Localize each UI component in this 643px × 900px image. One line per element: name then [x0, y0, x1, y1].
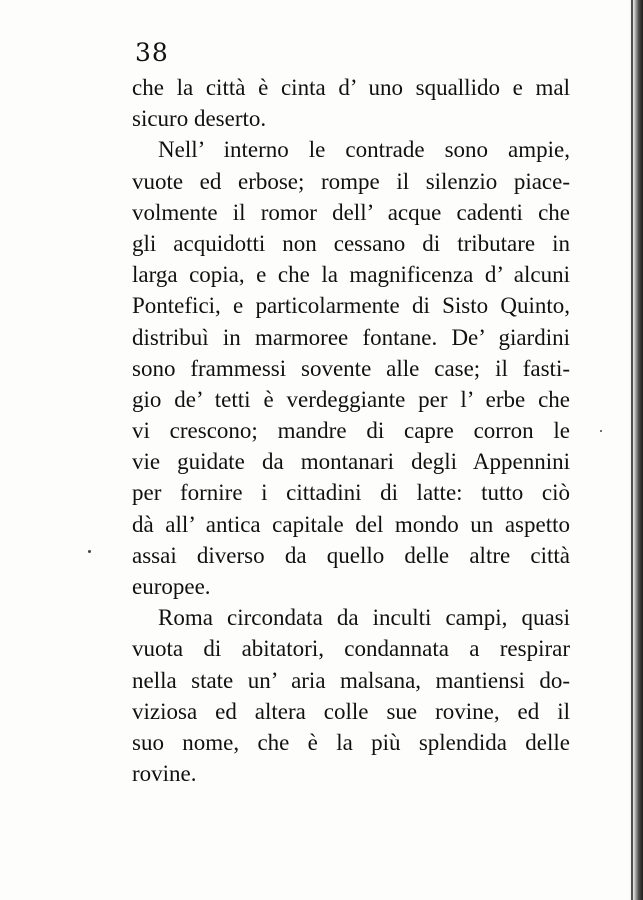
text-line: Pontefici, e particolarmente di Sisto Quinto,	[132, 293, 570, 319]
text-line: distribuì in marmoree fontane. De’ giardini	[132, 324, 570, 350]
scan-speck	[88, 550, 91, 553]
text-line: per fornire i cittadini di latte: tutto ciò	[132, 480, 570, 506]
text-line: assai diverso da quello delle altre città	[132, 542, 570, 568]
text-line: rovine.	[132, 761, 197, 787]
text-line: Nell’ interno le contrade sono ampie,	[158, 137, 570, 163]
scan-speck	[600, 430, 602, 432]
text-line: vuote ed erbose; rompe il silenzio piace-	[132, 168, 570, 194]
text-line: Roma circondata da inculti campi, quasi	[158, 605, 570, 631]
text-line: viziosa ed altera colle sue rovine, ed il	[132, 698, 570, 724]
text-line: che la città è cinta d’ uno squallido e mal	[132, 75, 570, 100]
text-line: larga copia, e che la magnificenza d’ alcuni	[132, 262, 570, 288]
text-line: vuota di abitatori, condannata a respirar	[132, 636, 570, 662]
text-line: vie guidate da montanari degli Appennini	[132, 449, 570, 475]
text-line: nella state un’ aria malsana, mantiensi do-	[132, 667, 570, 693]
text-line: volmente il romor dell’ acque cadenti che	[132, 199, 570, 225]
body-text	[132, 72, 570, 789]
text-line: dà all’ antica capitale del mondo un aspetto	[132, 511, 570, 537]
text-line: sicuro deserto.	[132, 106, 267, 132]
text-line: europee.	[132, 574, 211, 599]
text-line: gli acquidotti non cessano di tributare in	[132, 230, 570, 256]
text-line: sono frammessi sovente alle case; il fasti-	[132, 355, 570, 381]
page-number: 38	[135, 38, 169, 67]
text-line: suo nome, che è la più splendida delle	[132, 729, 570, 755]
binding-line	[631, 0, 633, 900]
text-line: gio de’ tetti è verdeggiante per l’ erbe che	[132, 386, 570, 412]
text-line: vi crescono; mandre di capre corron le	[132, 418, 570, 444]
